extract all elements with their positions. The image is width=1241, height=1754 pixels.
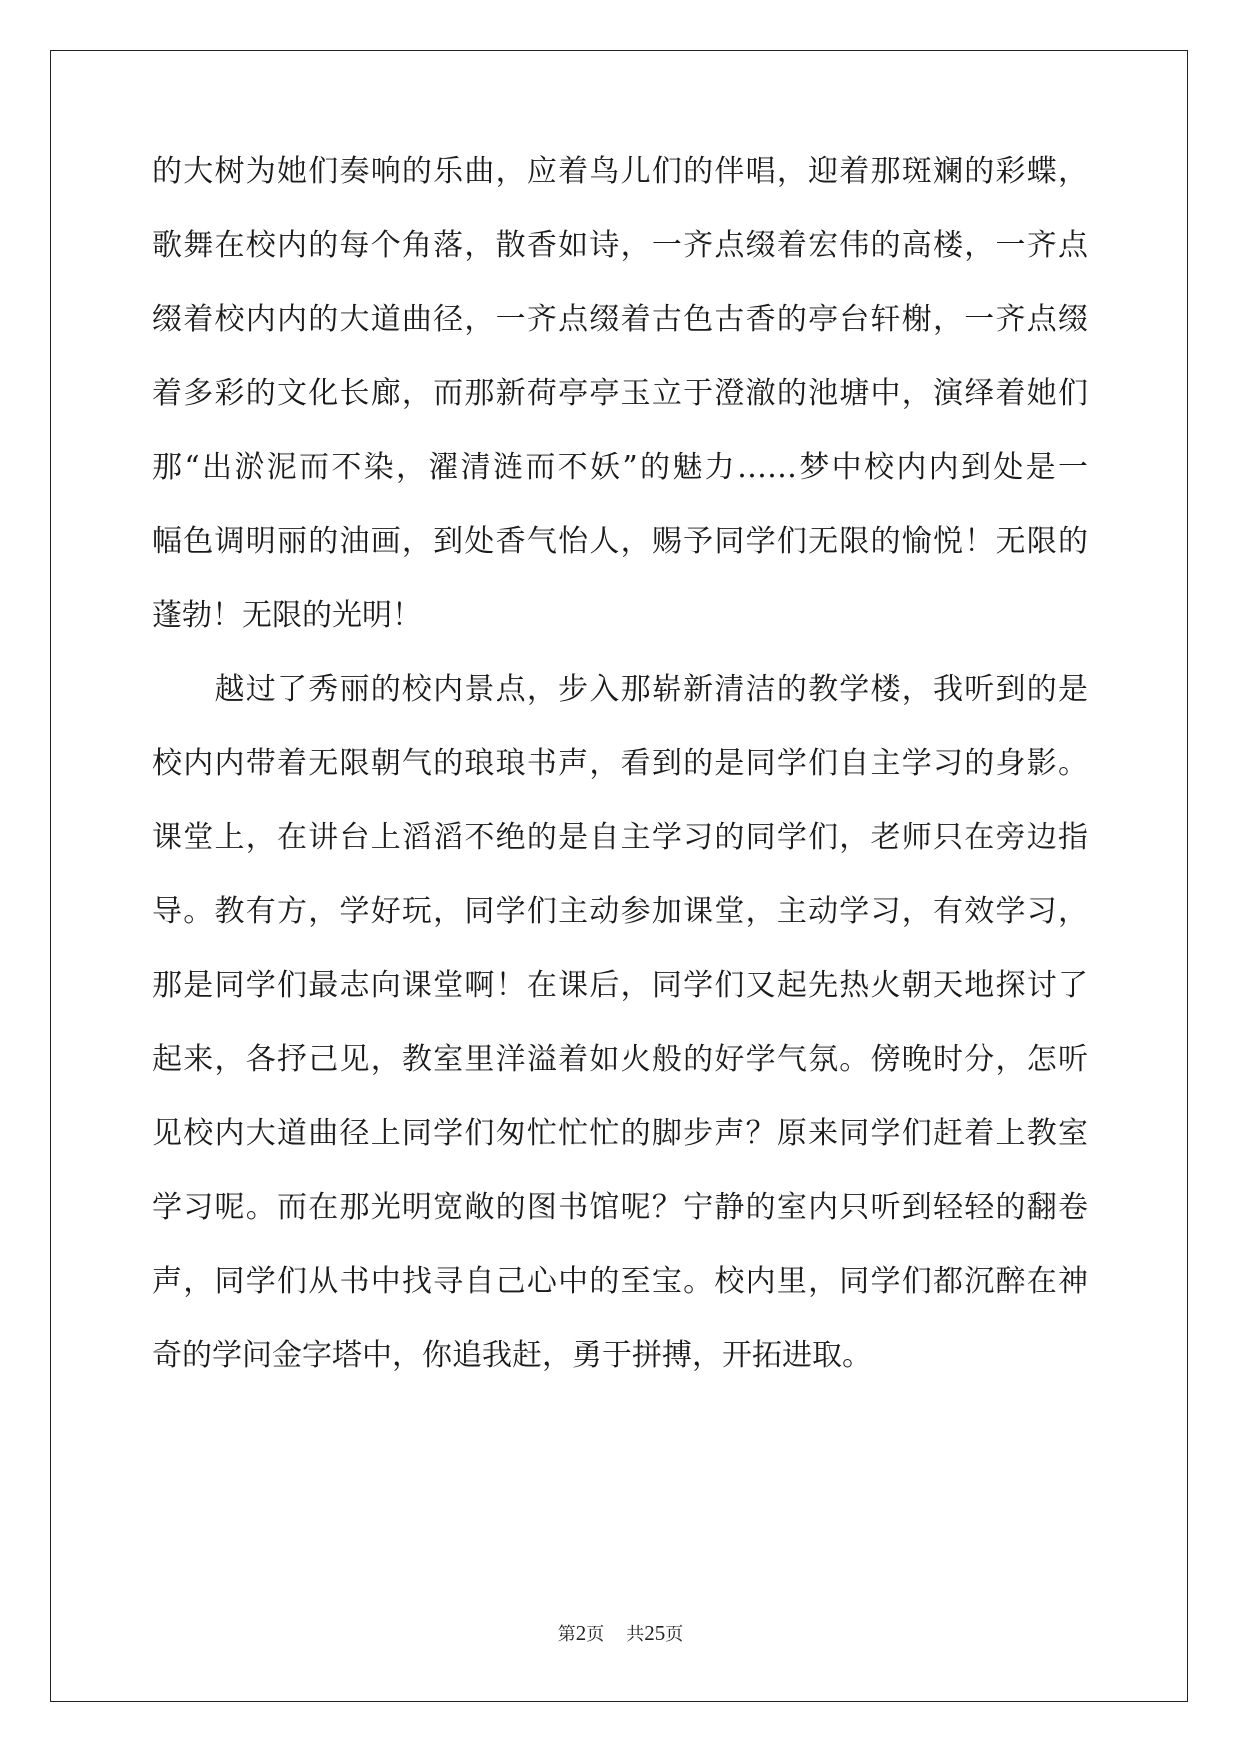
body-text-line: 歌舞在校内的每个角落，散香如诗，一齐点缀着宏伟的高楼，一齐点 — [152, 228, 1088, 263]
body-text-line: 那“出淤泥而不染，濯清涟而不妖”的魅力……梦中校内内到处是一 — [152, 450, 1088, 485]
body-text-line: 的大树为她们奏响的乐曲，应着鸟儿们的伴唱，迎着那斑斓的彩蝶， — [152, 154, 1088, 189]
body-text-line: 课堂上，在讲台上滔滔不绝的是自主学习的同学们，老师只在旁边指 — [152, 820, 1088, 855]
body-text-line: 奇的学问金字塔中，你追我赶，勇于拼搏，开拓进取。 — [152, 1338, 872, 1373]
body-text-line: 蓬勃！无限的光明！ — [152, 598, 422, 633]
body-text-line: 见校内大道曲径上同学们匆忙忙忙的脚步声？原来同学们赶着上教室 — [152, 1116, 1088, 1151]
body-text-line: 起来，各抒己见，教室里洋溢着如火般的好学气氛。傍晚时分，怎听 — [152, 1042, 1088, 1077]
body-text-line: 校内内带着无限朝气的琅琅书声，看到的是同学们自主学习的身影。 — [152, 746, 1088, 781]
page-footer — [0, 1621, 1241, 1647]
body-text-line: 导。教有方，学好玩，同学们主动参加课堂，主动学习，有效学习， — [152, 894, 1088, 929]
page-border — [50, 50, 1188, 1702]
body-text-line: 越过了秀丽的校内景点，步入那崭新清洁的教学楼，我听到的是 — [152, 672, 1088, 707]
body-text-line: 着多彩的文化长廊，而那新荷亭亭玉立于澄澈的池塘中，演绎着她们 — [152, 376, 1088, 411]
total-pages: 共25页 — [626, 1621, 684, 1645]
body-text-line: 幅色调明丽的油画，到处香气怡人，赐予同学们无限的愉悦！无限的 — [152, 524, 1088, 559]
body-text-line: 那是同学们最志向课堂啊！在课后，同学们又起先热火朝天地探讨了 — [152, 968, 1088, 1003]
body-text-line: 声，同学们从书中找寻自己心中的至宝。校内里，同学们都沉醉在神 — [152, 1264, 1088, 1299]
body-text-line: 学习呢。而在那光明宽敞的图书馆呢？宁静的室内只听到轻轻的翻卷 — [152, 1190, 1088, 1225]
page-number: 第2页 — [557, 1621, 605, 1645]
body-text-line: 缀着校内内的大道曲径，一齐点缀着古色古香的亭台轩榭，一齐点缀 — [152, 302, 1088, 337]
